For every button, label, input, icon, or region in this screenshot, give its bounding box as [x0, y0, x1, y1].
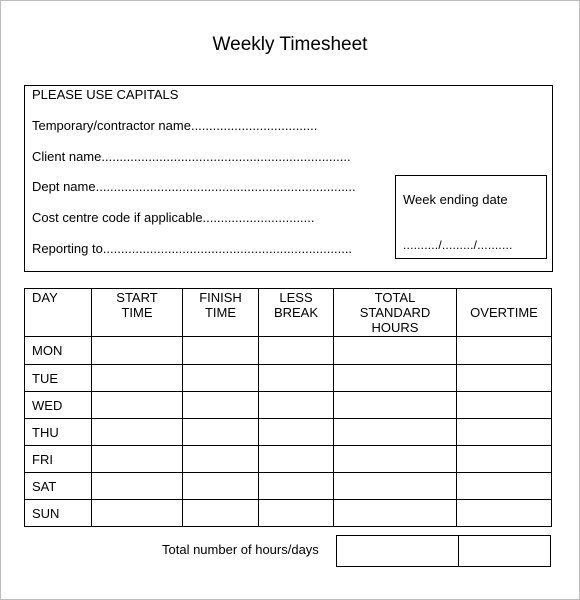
capitals-instruction: PLEASE USE CAPITALS [32, 87, 179, 102]
header-less-break: LESS BREAK [259, 289, 334, 337]
finish-time-cell[interactable] [183, 419, 259, 446]
total-hours-cell[interactable] [334, 365, 457, 392]
total-hours-cell[interactable] [334, 500, 457, 527]
reporting-to-field[interactable]: Reporting to..................................................................... [32, 241, 353, 256]
day-cell: SUN [25, 500, 92, 527]
less-break-cell[interactable] [259, 365, 334, 392]
overtime-cell[interactable] [457, 500, 552, 527]
week-ending-label: Week ending date [403, 192, 508, 207]
start-time-cell[interactable] [92, 446, 183, 473]
day-cell: TUE [25, 365, 92, 392]
cost-centre-field[interactable]: Cost centre code if applicable............................... [32, 210, 315, 225]
finish-time-cell[interactable] [183, 392, 259, 419]
table-row [25, 365, 552, 392]
day-cell: WED [25, 392, 92, 419]
header-finish-time: FINISH TIME [183, 289, 259, 337]
total-hours-cell[interactable] [334, 419, 457, 446]
start-time-cell[interactable] [92, 337, 183, 365]
total-hours-cell[interactable] [334, 473, 457, 500]
day-cell: SAT [25, 473, 92, 500]
start-time-cell[interactable] [92, 392, 183, 419]
total-hours-cell[interactable] [334, 337, 457, 365]
overtime-cell[interactable] [457, 419, 552, 446]
less-break-cell[interactable] [259, 500, 334, 527]
header-day: DAY [25, 289, 92, 337]
header-total-standard-hours: TOTAL STANDARD HOURS [334, 289, 457, 337]
finish-time-cell[interactable] [183, 500, 259, 527]
contractor-name-field[interactable]: Temporary/contractor name................................... [32, 118, 318, 133]
overtime-cell[interactable] [457, 446, 552, 473]
table-row [25, 500, 552, 527]
overtime-cell[interactable] [457, 337, 552, 365]
less-break-cell[interactable] [259, 473, 334, 500]
timesheet-table [24, 288, 552, 527]
start-time-cell[interactable] [92, 365, 183, 392]
employee-info-section [24, 85, 553, 272]
table-row [25, 419, 552, 446]
total-overtime-box[interactable] [458, 535, 551, 567]
day-cell: FRI [25, 446, 92, 473]
finish-time-cell[interactable] [183, 446, 259, 473]
day-cell: MON [25, 337, 92, 365]
overtime-cell[interactable] [457, 392, 552, 419]
table-row [25, 392, 552, 419]
header-overtime: OVERTIME [457, 289, 552, 337]
total-hours-cell[interactable] [334, 392, 457, 419]
header-start-time: START TIME [92, 289, 183, 337]
less-break-cell[interactable] [259, 446, 334, 473]
less-break-cell[interactable] [259, 419, 334, 446]
table-row [25, 337, 552, 365]
total-standard-hours-box[interactable] [336, 535, 459, 567]
less-break-cell[interactable] [259, 337, 334, 365]
week-ending-date-field[interactable]: ........../........./.......... [403, 238, 513, 252]
finish-time-cell[interactable] [183, 365, 259, 392]
total-hours-label: Total number of hours/days [162, 542, 319, 557]
start-time-cell[interactable] [92, 419, 183, 446]
start-time-cell[interactable] [92, 500, 183, 527]
dept-name-field[interactable]: Dept name........................................................................ [32, 179, 356, 194]
header-row [25, 289, 552, 337]
overtime-cell[interactable] [457, 473, 552, 500]
page-title: Weekly Timesheet [212, 34, 368, 55]
start-time-cell[interactable] [92, 473, 183, 500]
finish-time-cell[interactable] [183, 337, 259, 365]
finish-time-cell[interactable] [183, 473, 259, 500]
table-row [25, 473, 552, 500]
table-row [25, 446, 552, 473]
total-hours-cell[interactable] [334, 446, 457, 473]
less-break-cell[interactable] [259, 392, 334, 419]
day-cell: THU [25, 419, 92, 446]
week-ending-box [395, 175, 547, 259]
client-name-field[interactable]: Client name..................................................................... [32, 149, 351, 164]
overtime-cell[interactable] [457, 365, 552, 392]
